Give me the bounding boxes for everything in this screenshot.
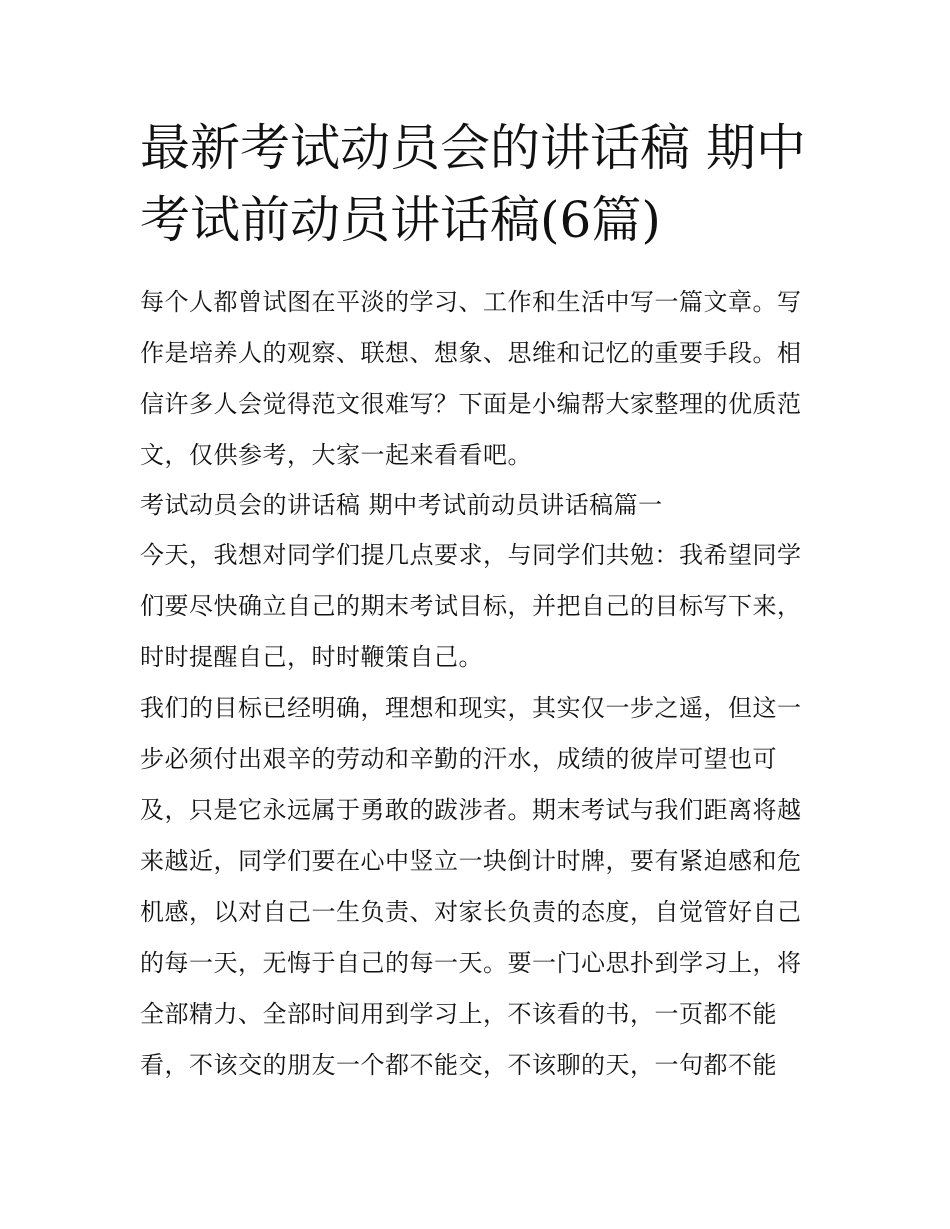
intro-paragraph: 每个人都曾试图在平淡的学习、工作和生活中写一篇文章。写作是培养人的观察、联想、想象、思维和记忆的重要手段。相信许多人会觉得范文很难写？下面是小编帮大家整理的优质范文，仅供参考，大家一起来看看吧。: [140, 288, 802, 469]
document-title: 最新考试动员会的讲话稿 期中考试前动员讲话稿(6篇): [140, 119, 806, 249]
body-paragraph-2: 我们的目标已经明确，理想和现实，其实仅一步之遥，但这一步必须付出艰辛的劳动和辛勤的汗水，成绩的彼岸可望也可及，只是它永远属于勇敢的跋涉者。期末考试与我们距离将越来越近，同学们要在心中竖立一块倒计时牌，要有紧迫感和危机感，以对自己一生负责、对家长负责的态度，自觉管好自己的每一天，无悔于自己的每一天。要一门心思扑到学习上，将全部精力、全部时间用到学习上，不该看的书，一页都不能看，不该交的朋友一个都不能交，不该聊的天，一句都不能: [140, 694, 802, 1079]
body-paragraph-1: 今天，我想对同学们提几点要求，与同学们共勉：我希望同学们要尽快确立自己的期末考试目标，并把自己的目标写下来，时时提醒自己，时时鞭策自己。: [140, 541, 802, 671]
section-heading: 考试动员会的讲话稿 期中考试前动员讲话稿篇一: [140, 491, 663, 519]
